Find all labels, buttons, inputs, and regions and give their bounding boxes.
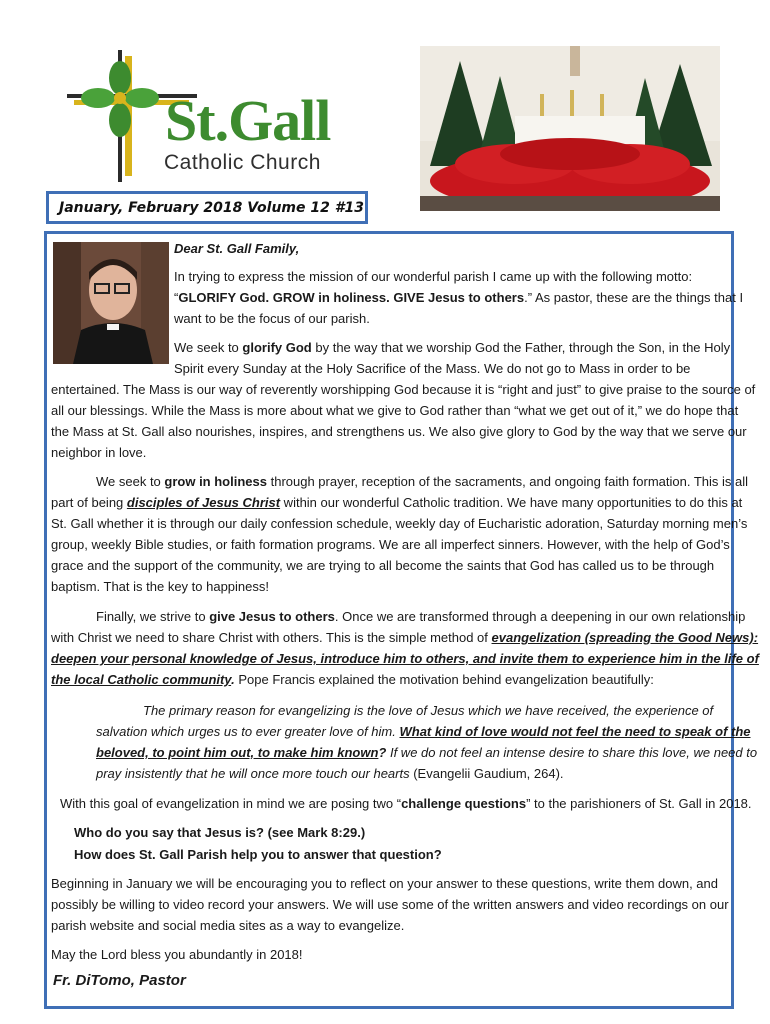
p3-line-6: baptism. That is the key to happiness! [51,579,269,594]
salutation: Dear St. Gall Family, [174,241,300,256]
p3-line-5: grace and the support of the community, we are trying to all become the saints that God has called us to be through [51,558,715,573]
motto: GLORIFY God. GROW in holiness. GIVE Jesus to others [178,290,525,305]
logo-subtitle: Catholic Church [164,151,321,174]
logo-name: St.Gall [165,88,331,153]
p4-line-2: with Christ we need to share Christ with others. This is the simple method of evangelization (spreading the Good News): [51,630,759,645]
p2-line-6: neighbor in love. [51,445,147,460]
p2-line-4: all our blessings. While the Mass is more about what we give to God rather than “what we get out of it,” we do hope that [51,403,739,418]
p2-line-2: Spirit every Sunday at the Holy Sacrifice of the Mass. We do not go to Mass in order to be [174,361,691,376]
issue-title: January, February 2018 Volume 12 #13 [59,200,364,216]
pastor-portrait [53,242,169,364]
p1-line-2: “GLORIFY God. GROW in holiness. GIVE Jesus to others.” As pastor, these are the things that I [174,290,744,305]
p3-line-4: group, weekly Bible studies, or faith formation programs. We are all imperfect sinners. However, with the help of God’s [51,537,730,552]
p4-line-3: deepen your personal knowledge of Jesus, introduce him to others, and invite them to experience him in the life of [51,651,759,666]
quote-line-3: beloved, to point him out, to make him known? If we do not feel an intense desire to share this love, we need to [96,745,758,760]
p6-line-3: parish website and social media sites as a way to evangelize. [51,918,405,933]
p1-line-3: want to be the focus of our parish. [174,311,370,326]
p4-line-4: the local Catholic community. Pope Francis explained the motivation behind evangelization beautifully: [51,672,654,687]
altar-poinsettias-photo [420,46,720,211]
issue-banner [46,191,368,224]
quote-line-2: salvation which urges us to ever greater love of him. What kind of love would not feel the need to speak of the [96,724,751,739]
p3-line-1: We seek to grow in holiness through prayer, reception of the sacraments, and ongoing faith formation. This is all [96,474,749,489]
p1-line-1: In trying to express the mission of our wonderful parish I came up with the following motto: [174,269,693,284]
signature: Fr. DiTomo, Pastor [53,972,186,989]
p4-line-1: Finally, we strive to give Jesus to others. Once we are transformed through a deepening in our own relationship [96,609,746,624]
p6-line-2: possibly be willing to video record your answers. We will use some of the written answers and video recordings on our [51,897,729,912]
p6-line-1: Beginning in January we will be encouraging you to reflect on your answer to these questions, write them down, and [51,876,718,891]
p3-line-2: part of being disciples of Jesus Christ within our wonderful Catholic tradition. We have many opportunities to do this at [51,495,743,510]
p2-line-5: the Mass at St. Gall also nourishes, inspires, and strengthens us. We also give glory to God by the way that we serve our [51,424,747,439]
question-2: How does St. Gall Parish help you to answer that question? [74,847,442,862]
p5-line: With this goal of evangelization in mind we are posing two “challenge questions” to the parishioners of St. Gall in 2018. [60,796,752,811]
p3-line-3: St. Gall whether it is through our daily confession schedule, weekly day of Eucharistic adoration, Saturday morning men’s [51,516,748,531]
quote-line-1: The primary reason for evangelizing is the love of Jesus which we have received, the experience of [143,703,714,718]
p2-line-3: entertained. The Mass is our way of reverently worshipping God because it is “right and just” to give praise to the source of [51,382,756,397]
challenge-questions [74,822,442,866]
p2-line-1: We seek to glorify God by the way that we worship God the Father, through the Son, in the Holy [174,340,731,355]
question-1: Who do you say that Jesus is? (see Mark 8:29.) [74,825,366,840]
quote-line-4: pray insistently that he will once more touch our hearts (Evangelii Gaudium, 264). [96,766,564,781]
closing-line: May the Lord bless you abundantly in 2018! [51,947,303,962]
